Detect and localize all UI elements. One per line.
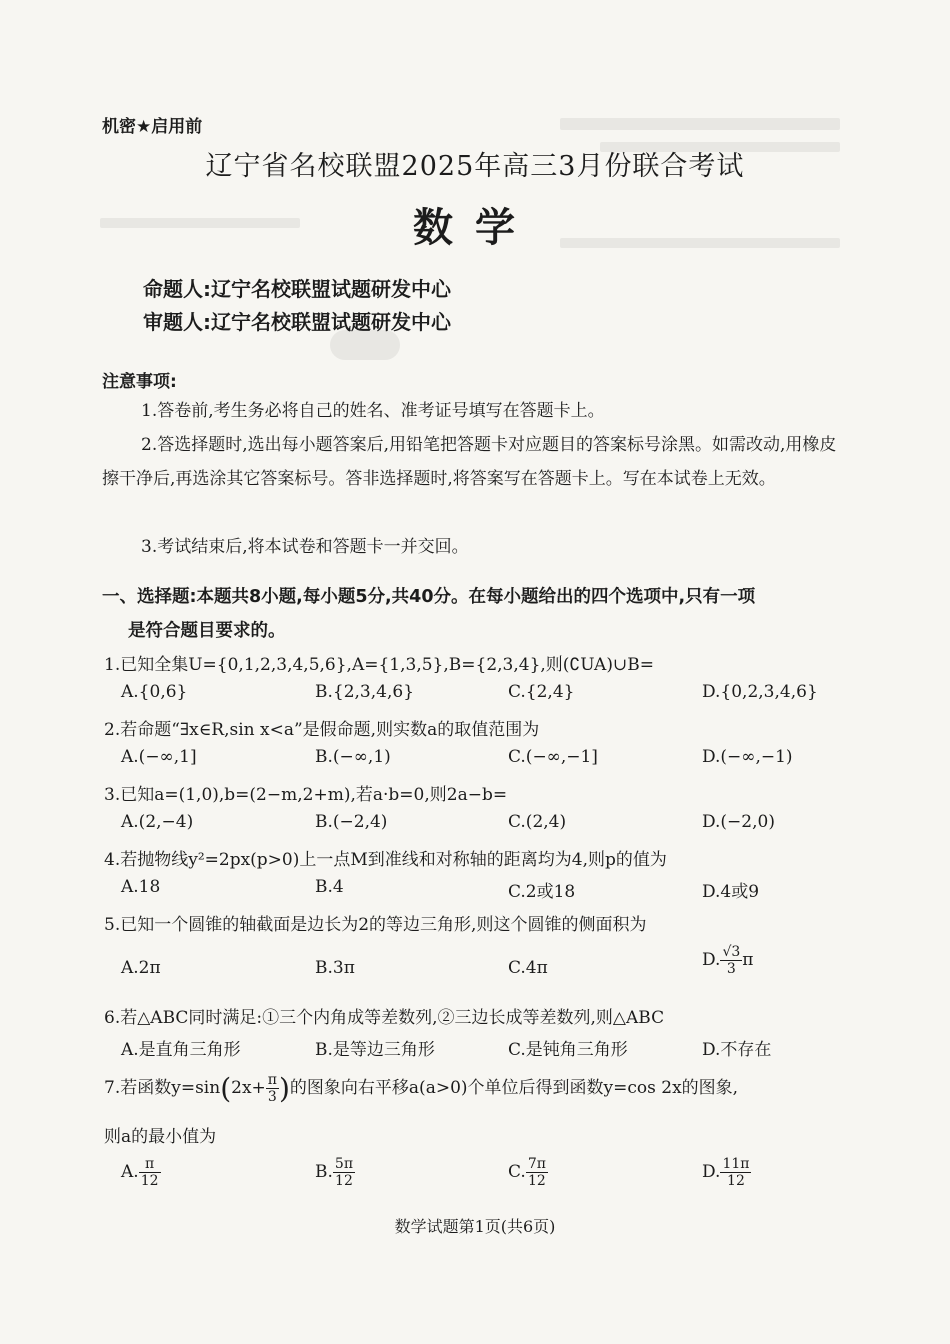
- option-d: [702, 1156, 751, 1189]
- confidential-label: 机密★启用前: [102, 117, 203, 137]
- option-c: C.2或18: [508, 882, 576, 902]
- option-d-label: D.: [702, 950, 721, 970]
- option-a: A.18: [121, 877, 161, 897]
- fraction-denominator: 12: [140, 1173, 159, 1189]
- question-stem: 3.已知a=(1,0),b=(2−m,2+m),若a·b=0,则2a−b=: [104, 785, 508, 805]
- option-a: A.{0,6}: [121, 682, 188, 702]
- page-footer: 数学试题第1页(共6页): [394, 1217, 556, 1236]
- fraction-numerator: √3: [722, 944, 741, 960]
- option-c: C.是钝角三角形: [508, 1040, 628, 1060]
- author-line: 命题人:辽宁名校联盟试题研发中心: [143, 277, 451, 301]
- option-b: B.(−2,4): [315, 812, 388, 832]
- notice-title: 注意事项:: [102, 372, 177, 392]
- fraction: [720, 944, 742, 977]
- option-b: [315, 1156, 355, 1189]
- option-d: D.(−2,0): [702, 812, 775, 832]
- question-stem: 5.已知一个圆锥的轴截面是边长为2的等边三角形,则这个圆锥的侧面积为: [104, 915, 647, 935]
- fraction-denominator: 12: [335, 1173, 353, 1189]
- bleed-through-mark: [560, 118, 840, 130]
- notice-item: 1.答卷前,考生务必将自己的姓名、准考证号填写在答题卡上。: [141, 401, 605, 421]
- stem-text: 的图象向右平移a(a>0)个单位后得到函数y=cos 2x的图象,: [289, 1078, 739, 1098]
- fraction-numerator: 5π: [334, 1156, 354, 1172]
- fraction-numerator: 7π: [527, 1156, 546, 1172]
- fraction: [526, 1156, 548, 1189]
- option-d: D.不存在: [702, 1040, 772, 1060]
- notice-item: 3.考试结束后,将本试卷和答题卡一并交回。: [141, 537, 469, 557]
- option-d: [702, 944, 753, 977]
- option-b: B.4: [315, 877, 344, 897]
- section-heading-line2: 是符合题目要求的。: [128, 621, 286, 641]
- fraction-denominator: 3: [267, 1089, 277, 1105]
- option-a: A.是直角三角形: [121, 1040, 241, 1060]
- fraction: [333, 1156, 355, 1189]
- option-c: C.(2,4): [508, 812, 567, 832]
- fraction-numerator: π: [267, 1072, 277, 1088]
- paren-close: ): [278, 1072, 290, 1105]
- option-c: C.{2,4}: [508, 682, 575, 702]
- question-stem: 2.若命题“∃x∈R,sin x<a”是假命题,则实数a的取值范围为: [104, 720, 540, 740]
- fraction-denominator: 12: [527, 1173, 546, 1189]
- section-heading-line1: 一、选择题:本题共8小题,每小题5分,共40分。在每小题给出的四个选项中,只有一项: [102, 587, 756, 607]
- option-a: [121, 1156, 161, 1189]
- fraction: [139, 1156, 161, 1189]
- stem-text: 7.若函数y=sin: [104, 1078, 221, 1098]
- fraction-suffix: π: [742, 950, 754, 970]
- fraction-denominator: 12: [727, 1173, 745, 1189]
- question-stem: [104, 1072, 738, 1105]
- option-b: B.是等边三角形: [315, 1040, 435, 1060]
- option-b: B.(−∞,1): [315, 747, 391, 767]
- option-c: C.(−∞,−1]: [508, 747, 598, 767]
- question-stem: 4.若抛物线y²=2px(p>0)上一点M到准线和对称轴的距离均为4,则p的值为: [104, 850, 667, 870]
- fraction-denominator: 3: [726, 961, 736, 977]
- option-b: B.3π: [315, 958, 355, 978]
- option-label: C.: [508, 1162, 526, 1182]
- exam-title: 辽宁省名校联盟2025年高三3月份联合考试: [205, 151, 745, 182]
- option-d: D.{0,2,3,4,6}: [702, 682, 818, 702]
- reviewer-line: 审题人:辽宁名校联盟试题研发中心: [143, 310, 451, 334]
- option-c: [508, 1156, 548, 1189]
- option-d: D.(−∞,−1): [702, 747, 793, 767]
- question-stem: 1.已知全集U={0,1,2,3,4,5,6},A={1,3,5},B={2,3,4},则(∁UA)∪B=: [104, 655, 654, 675]
- paren-open: (: [220, 1072, 232, 1105]
- option-c: C.4π: [508, 958, 548, 978]
- option-a: A.(2,−4): [121, 812, 194, 832]
- option-label: B.: [315, 1162, 333, 1182]
- fraction: [720, 1156, 751, 1189]
- question-stem: 6.若△ABC同时满足:①三个内角成等差数列,②三边长成等差数列,则△ABC: [104, 1008, 665, 1028]
- fraction-numerator: π: [139, 1156, 161, 1173]
- section-heading: [102, 580, 847, 648]
- option-label: D.: [702, 1162, 721, 1182]
- subject-title: 数学: [413, 205, 537, 251]
- fraction-numerator: 11π: [722, 1156, 750, 1172]
- notice-item: 2.答选择题时,选出每小题答案后,用铅笔把答题卡对应题目的答案标号涂黑。如需改动,用橡皮擦干净后,再选涂其它答案标号。答非选择题时,将答案写在答题卡上。写在本试卷上无效。: [102, 435, 837, 489]
- option-a: A.(−∞,1]: [121, 747, 197, 767]
- question-stem-line2: 则a的最小值为: [104, 1127, 217, 1147]
- option-label: A.: [121, 1162, 139, 1182]
- fraction: [266, 1072, 279, 1105]
- option-a: A.2π: [121, 958, 161, 978]
- stem-text: 2x+: [231, 1078, 266, 1098]
- option-d: D.4或9: [702, 882, 760, 902]
- option-b: B.{2,3,4,6}: [315, 682, 415, 702]
